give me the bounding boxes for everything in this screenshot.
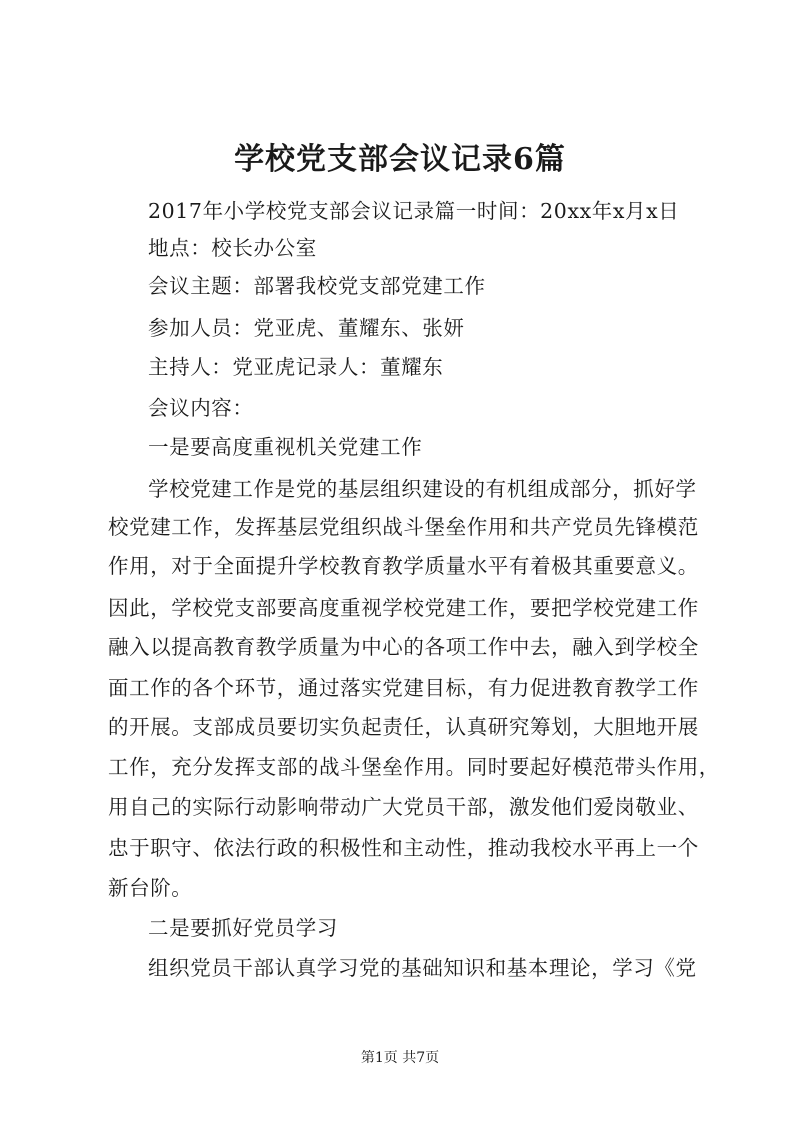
paragraph-line: 2017年小学校党支部会议记录篇一时间：20xx年x月x日	[148, 199, 680, 223]
paragraph-line: 地点：校长办公室	[148, 236, 317, 260]
paragraph-line: 会议主题：部署我校党支部党建工作	[148, 274, 486, 298]
paragraph-line: 主持人：党亚虎记录人：董耀东	[148, 355, 444, 379]
paragraph-line: 学校党建工作是党的基层组织建设的有机组成部分，抓好学	[148, 477, 697, 501]
paragraph-line: 忠于职守、依法行政的积极性和主动性，推动我校水平再上一个	[108, 836, 699, 860]
paragraph-line: 的开展。支部成员要切实负起责任，认真研究筹划，大胆地开展	[108, 715, 699, 739]
page-number-footer: 第1页 共7页	[360, 1050, 440, 1066]
document-title: 学校党支部会议记录6篇	[234, 142, 566, 177]
paragraph-line: 新台阶。	[108, 876, 193, 900]
paragraph-line: 用自己的实际行动影响带动广大党员干部，激发他们爱岗敬业、	[108, 795, 699, 819]
paragraph-line: 参加人员：党亚虎、董耀东、张妍	[148, 316, 465, 340]
section-heading: 二是要抓好党员学习	[148, 916, 338, 940]
paragraph-line: 会议内容：	[148, 396, 254, 420]
section-heading: 一是要高度重视机关党建工作	[148, 435, 423, 459]
paragraph-line: 作用，对于全面提升学校教育教学质量水平有着极其重要意义。	[108, 554, 699, 578]
paragraph-line: 因此，学校党支部要高度重视学校党建工作，要把学校党建工作	[108, 596, 699, 620]
paragraph-line: 工作，充分发挥支部的战斗堡垒作用。同时要起好模范带头作用，	[108, 755, 720, 779]
paragraph-line: 融入以提高教育教学质量为中心的各项工作中去，融入到学校全	[108, 635, 699, 659]
paragraph-line: 面工作的各个环节，通过落实党建目标，有力促进教育教学工作	[108, 676, 699, 700]
paragraph-line: 校党建工作，发挥基层党组织战斗堡垒作用和共产党员先锋模范	[108, 515, 699, 539]
paragraph-line: 组织党员干部认真学习党的基础知识和基本理论，学习《党	[148, 956, 697, 980]
